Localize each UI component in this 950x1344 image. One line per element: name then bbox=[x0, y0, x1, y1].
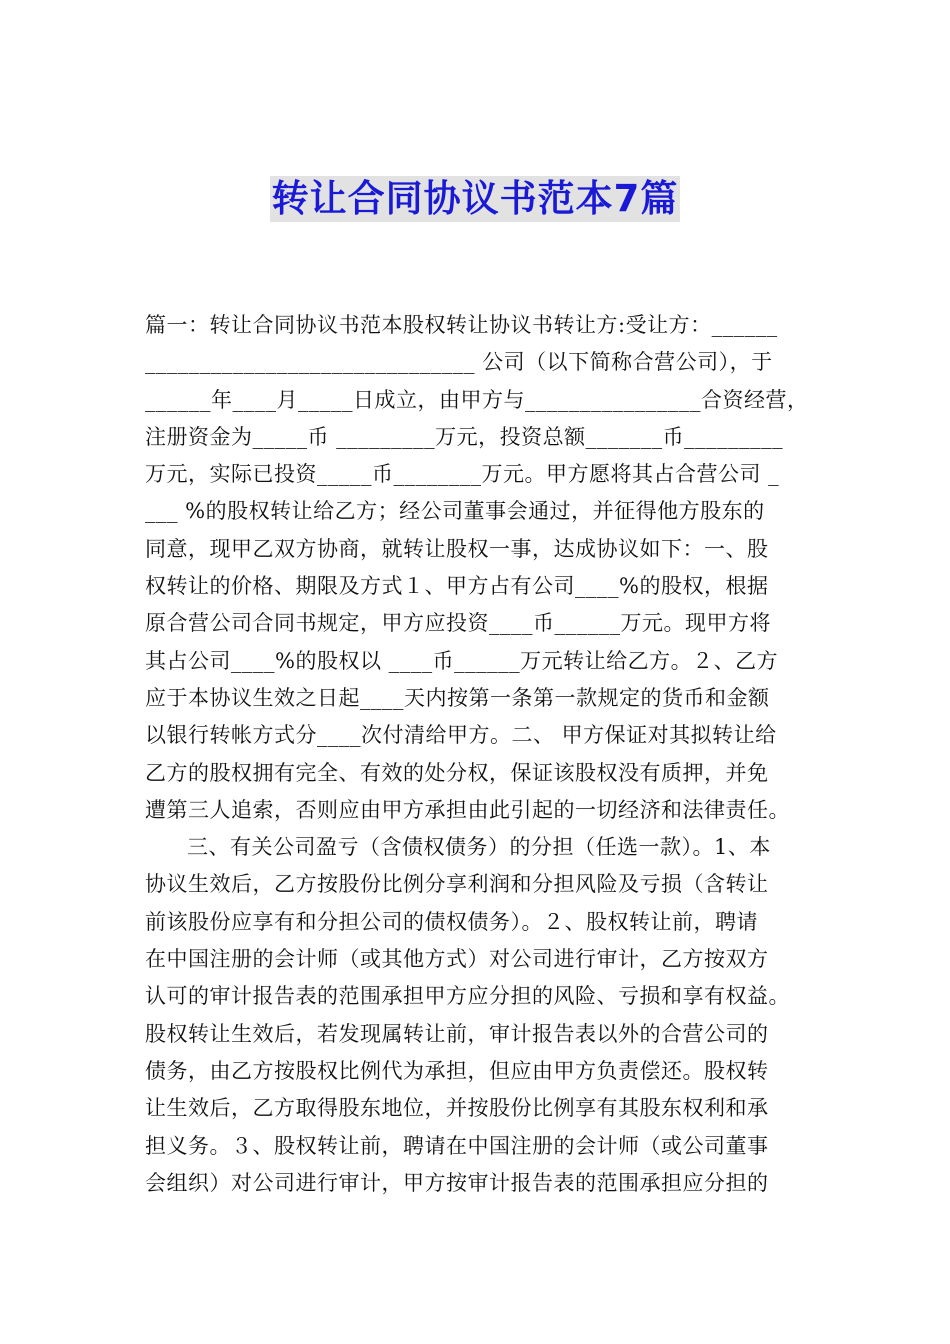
body-line: 乙方的股权拥有完全、有效的处分权，保证该股权没有质押，并免 bbox=[145, 760, 769, 785]
body-line: 篇一：转让合同协议书范本股权转让协议书转让方:受让方：______ bbox=[145, 313, 778, 337]
title-container bbox=[0, 176, 950, 222]
body-line: ___ %的股权转让给乙方；经公司董事会通过，并征得他方股东的 bbox=[145, 499, 765, 524]
body-line: 其占公司____%的股权以 ____币______万元转让给乙方。２、乙方 bbox=[145, 648, 779, 673]
body-line: 协议生效后，乙方按股份比例分享利润和分担风险及亏损（含转让 bbox=[145, 872, 769, 897]
body-line: 万元，实际已投资_____币________万元。甲方愿将其占合营公司 _ bbox=[145, 462, 780, 487]
document-body bbox=[145, 307, 810, 1202]
body-line: 遭第三人追索，否则应由甲方承担由此引起的一切经济和法律责任。 bbox=[145, 797, 790, 822]
body-line: 让生效后，乙方取得股东地位，并按股份比例享有其股东权利和承 bbox=[145, 1096, 769, 1121]
body-line: ______年____月_____日成立，由甲方与________________合资经营， bbox=[145, 387, 809, 412]
body-line: 担义务。３、股权转让前，聘请在中国注册的会计师（或公司董事 bbox=[145, 1133, 769, 1158]
body-line: 同意，现甲乙双方协商，就转让股权一事，达成协议如下：一、股 bbox=[145, 536, 769, 561]
body-line: ______________________________ 公司（以下简称合营公司），于 bbox=[145, 350, 773, 375]
body-line: 债务，由乙方按股权比例代为承担，但应由甲方负责偿还。股权转 bbox=[145, 1058, 769, 1083]
document-title: 转让合同协议书范本7篇 bbox=[271, 177, 679, 220]
body-line: 认可的审计报告表的范围承担甲方应分担的风险、亏损和享有权益。 bbox=[145, 984, 790, 1009]
body-line: 股权转让生效后，若发现属转让前，审计报告表以外的合营公司的 bbox=[145, 1021, 769, 1046]
body-line: 应于本协议生效之日起____天内按第一条第一款规定的货币和金额 bbox=[145, 685, 770, 710]
body-line: 原合营公司合同书规定，甲方应投资____币______万元。现甲方将 bbox=[145, 611, 771, 636]
body-line: 会组织）对公司进行审计，甲方按审计报告表的范围承担应分担的 bbox=[145, 1170, 769, 1195]
body-line: 前该股份应享有和分担公司的债权债务）。２、股权转让前，聘请 bbox=[145, 909, 758, 934]
body-line: 以银行转帐方式分____次付清给甲方。二、 甲方保证对其拟转让给 bbox=[145, 723, 777, 748]
body-line: 权转让的价格、期限及方式１、甲方占有公司____%的股权，根据 bbox=[145, 574, 769, 599]
body-line: 在中国注册的会计师（或其他方式）对公司进行审计，乙方按双方 bbox=[145, 947, 769, 972]
body-line-indented: 三、有关公司盈亏（含债权债务）的分担（任选一款）。1、本 bbox=[187, 835, 771, 860]
body-line: 注册资金为_____币 _________万元，投资总额_______币_________ bbox=[145, 424, 784, 449]
